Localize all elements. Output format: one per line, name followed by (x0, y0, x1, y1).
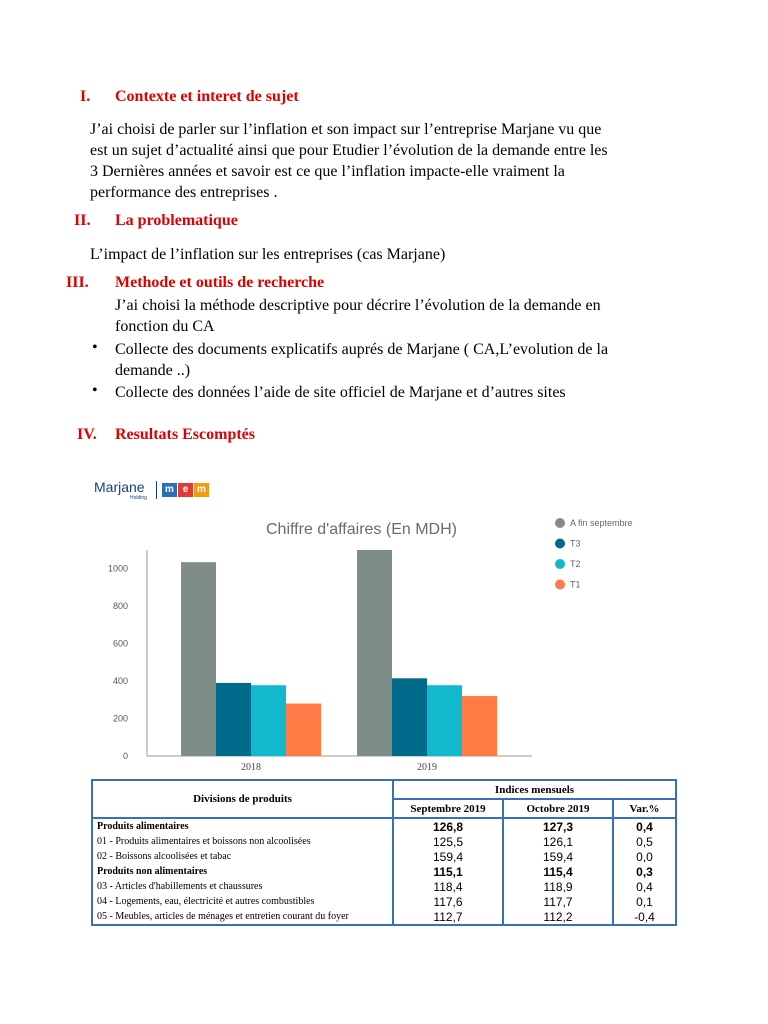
x-category-label: 2019 (417, 762, 437, 773)
row-value: 0,3 (613, 864, 676, 879)
row-label: Produits alimentaires (92, 818, 393, 834)
method-paragraph (115, 295, 690, 337)
bar-t3-2018 (216, 683, 251, 756)
bullet-item (115, 382, 690, 403)
method-line: J’ai choisi la méthode descriptive pour décrire l’évolution de la demande en (115, 297, 601, 314)
row-value: 0,5 (613, 834, 676, 849)
logo-badge: e (178, 483, 193, 497)
legend-swatch (555, 518, 565, 528)
chart-title: Chiffre d'affaires (En MDH) (266, 521, 457, 538)
row-value: 0,4 (613, 818, 676, 834)
legend-label: T3 (570, 538, 581, 549)
section-title: Methode et outils de recherche (115, 274, 325, 291)
method-line: fonction du CA (115, 318, 215, 335)
bar-t2-2019 (427, 685, 462, 756)
legend-label: T2 (570, 559, 581, 569)
chart-legend (555, 518, 633, 590)
legend-label: T1 (570, 579, 581, 590)
table-row (92, 879, 676, 894)
row-label: 05 - Meubles, articles de ménages et entretien courant du foyer (92, 909, 393, 925)
bullet-marker: • (92, 339, 98, 356)
row-value: 112,7 (393, 909, 503, 925)
section-number: IV. (77, 426, 97, 443)
bar-group (181, 550, 497, 756)
row-value: 0,4 (613, 879, 676, 894)
section-number: II. (74, 212, 91, 229)
row-value: 117,6 (393, 894, 503, 909)
row-value: 0,1 (613, 894, 676, 909)
col-header-sept: Septembre 2019 (393, 799, 503, 818)
logo-brand: Marjane (94, 479, 145, 495)
row-value: 126,1 (503, 834, 613, 849)
context-paragraph (90, 119, 690, 203)
col-header-oct: Octobre 2019 (503, 799, 613, 818)
row-value: 118,9 (503, 879, 613, 894)
legend-label: A fin septembre (570, 518, 633, 528)
row-value: -0,4 (613, 909, 676, 925)
row-label: 04 - Logements, eau, électricité et autres combustibles (92, 894, 393, 909)
context-line: est un sujet d’actualité ainsi que pour Etudier l’évolution de la demande entre les (90, 142, 608, 159)
col-header-divisions: Divisions de produits (92, 780, 393, 818)
section-title: La problematique (115, 212, 238, 229)
y-tick-label: 200 (112, 713, 128, 724)
y-tick-label: 1000 (107, 563, 128, 574)
row-value: 159,4 (393, 849, 503, 864)
y-axis-ticks (108, 564, 128, 761)
bullet-line: Collecte des données l’aide de site officiel de Marjane et d’autres sites (115, 384, 566, 401)
table-row (92, 849, 676, 864)
logo-subtitle: Holding (130, 495, 147, 501)
context-line: performance des entreprises . (90, 184, 278, 201)
bullet-line: demande ..) (115, 362, 191, 379)
table-row (92, 834, 676, 849)
logo-badge: m (194, 483, 209, 497)
row-value: 125,5 (393, 834, 503, 849)
row-value: 115,4 (503, 864, 613, 879)
legend-swatch (555, 539, 565, 549)
row-value: 117,7 (503, 894, 613, 909)
bar-t1-2018 (286, 704, 321, 756)
row-label: 01 - Produits alimentaires et boissons non alcoolisées (92, 834, 393, 849)
legend-swatch (555, 559, 565, 569)
bar-a-fin-septembre-2019 (357, 550, 392, 756)
table-row (92, 818, 676, 834)
row-label: 03 - Articles d'habillements et chaussures (92, 879, 393, 894)
section-title: Contexte et interet de sujet (115, 88, 299, 105)
table-row (92, 864, 676, 879)
row-value: 118,4 (393, 879, 503, 894)
y-tick-label: 0 (122, 751, 128, 761)
col-header-group: Indices mensuels (393, 780, 676, 799)
section-number: III. (66, 274, 89, 291)
row-value: 112,2 (503, 909, 613, 925)
revenue-bar-chart (90, 505, 680, 773)
row-value: 159,4 (503, 849, 613, 864)
logo-badge: m (162, 483, 177, 497)
bar-a-fin-septembre-2018 (181, 562, 216, 756)
bullet-line: Collecte des documents explicatifs auprés de Marjane ( CA,L’evolution de la (115, 341, 609, 358)
row-label: 02 - Boissons alcoolisées et tabac (92, 849, 393, 864)
bar-t1-2019 (462, 696, 497, 756)
section-number: I. (80, 88, 91, 105)
row-value: 127,3 (503, 818, 613, 834)
y-tick-label: 800 (112, 601, 128, 612)
section-title: Resultats Escomptés (115, 426, 255, 443)
y-tick-label: 400 (112, 676, 128, 687)
context-line: J’ai choisi de parler sur l’inflation et son impact sur l’entreprise Marjane vu que (90, 121, 602, 138)
row-value: 115,1 (393, 864, 503, 879)
col-header-var: Var.% (613, 799, 676, 818)
context-line: 3 Dernières années et savoir est ce que l’inflation impacte-elle vraiment la (90, 163, 565, 180)
legend-swatch (555, 580, 565, 590)
bar-t2-2018 (251, 685, 286, 756)
table-row (92, 894, 676, 909)
x-axis-categories (241, 762, 437, 773)
logo-badges (162, 483, 209, 497)
table-row (92, 909, 676, 925)
row-value: 126,8 (393, 818, 503, 834)
price-index-table (91, 779, 677, 926)
bullet-marker: • (92, 382, 98, 399)
bar-t3-2019 (392, 678, 427, 756)
y-tick-label: 600 (112, 638, 128, 649)
bullet-item (115, 339, 690, 381)
problem-paragraph: L’impact de l’inflation sur les entreprises (cas Marjane) (90, 246, 446, 263)
x-category-label: 2018 (241, 762, 261, 773)
row-label: Produits non alimentaires (92, 864, 393, 879)
row-value: 0,0 (613, 849, 676, 864)
logo-divider (156, 481, 157, 499)
